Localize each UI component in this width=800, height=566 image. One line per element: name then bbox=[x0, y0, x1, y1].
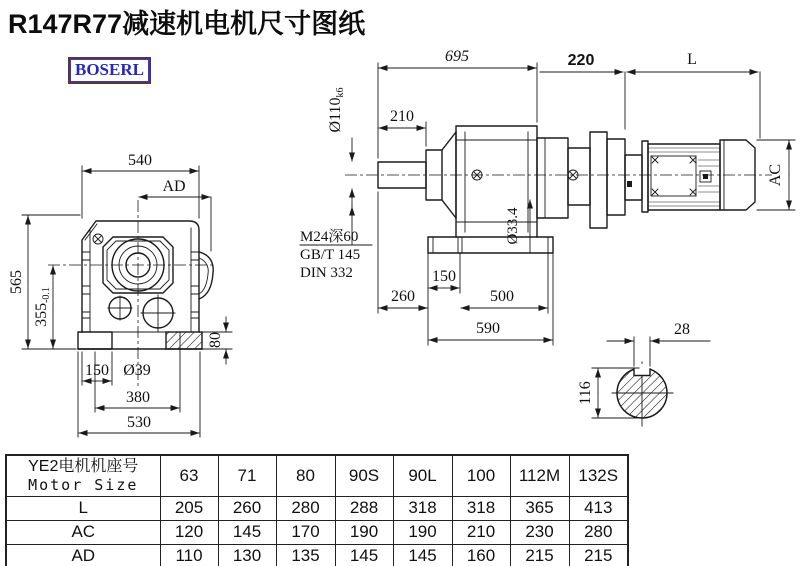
dim-150-front: 150 bbox=[85, 362, 109, 379]
col-112M: 112M bbox=[510, 455, 569, 496]
note-tap-hole: M24深60 bbox=[300, 229, 359, 245]
dim-695: 695 bbox=[445, 48, 469, 65]
table-header-cell bbox=[6, 455, 160, 496]
dim-ac: AC bbox=[767, 163, 784, 187]
boserl-logo bbox=[68, 57, 151, 84]
col-100: 100 bbox=[452, 455, 510, 496]
dim-380: 380 bbox=[126, 389, 150, 406]
boserl-logo-text: BOSERL bbox=[70, 59, 149, 82]
dim-210: 210 bbox=[390, 108, 414, 125]
col-80: 80 bbox=[276, 455, 335, 496]
dim-L: L bbox=[687, 51, 697, 68]
page-title: R147R77减速机电机尺寸图纸 bbox=[8, 9, 366, 39]
table-header-cn: YE2电机机座号 bbox=[28, 458, 139, 476]
dim-355: 355-0.1 bbox=[33, 287, 52, 327]
screw-icon bbox=[93, 234, 103, 244]
dim-565: 565 bbox=[8, 270, 25, 294]
note-gbt145: GB/T 145 bbox=[300, 247, 361, 263]
dim-530: 530 bbox=[127, 414, 151, 431]
motor-size-table bbox=[5, 454, 629, 566]
note-din332: DIN 332 bbox=[300, 265, 353, 281]
table-row-L: L 205 260 280 288 318 318 365 413 bbox=[6, 496, 628, 520]
row-label: AC bbox=[6, 520, 160, 544]
dim-260: 260 bbox=[391, 288, 415, 305]
table-header-row bbox=[6, 455, 628, 496]
table-row-AC: AC 120 145 170 190 190 210 230 280 bbox=[6, 520, 628, 544]
dim-ad: AD bbox=[162, 178, 186, 195]
dim-500: 500 bbox=[490, 288, 514, 305]
dim-hub-dia: Ø33.4 bbox=[505, 207, 521, 245]
table-header-en: Motor Size bbox=[28, 476, 139, 495]
col-63: 63 bbox=[160, 455, 218, 496]
dim-shaft-dia: Ø110k6 bbox=[327, 87, 346, 133]
side-view-dim-lines bbox=[352, 68, 789, 340]
row-label: AD bbox=[6, 544, 160, 566]
dim-116: 116 bbox=[577, 381, 594, 405]
dim-80: 80 bbox=[207, 332, 224, 348]
dim-220: 220 bbox=[567, 52, 595, 69]
side-view-drawing bbox=[300, 48, 795, 345]
dim-hole-dia: Ø39 bbox=[123, 362, 151, 379]
front-view-drawing bbox=[8, 152, 232, 437]
dim-590: 590 bbox=[476, 320, 500, 337]
col-90L: 90L bbox=[393, 455, 452, 496]
row-label: L bbox=[6, 496, 160, 520]
table-row-AD: AD 110 130 135 145 145 160 215 215 bbox=[6, 544, 628, 566]
col-132S: 132S bbox=[569, 455, 628, 496]
col-71: 71 bbox=[218, 455, 276, 496]
dim-150-side: 150 bbox=[432, 268, 456, 285]
shaft-section-drawing bbox=[577, 321, 710, 426]
col-90S: 90S bbox=[335, 455, 393, 496]
dim-540: 540 bbox=[128, 152, 152, 169]
dim-28: 28 bbox=[674, 321, 690, 338]
